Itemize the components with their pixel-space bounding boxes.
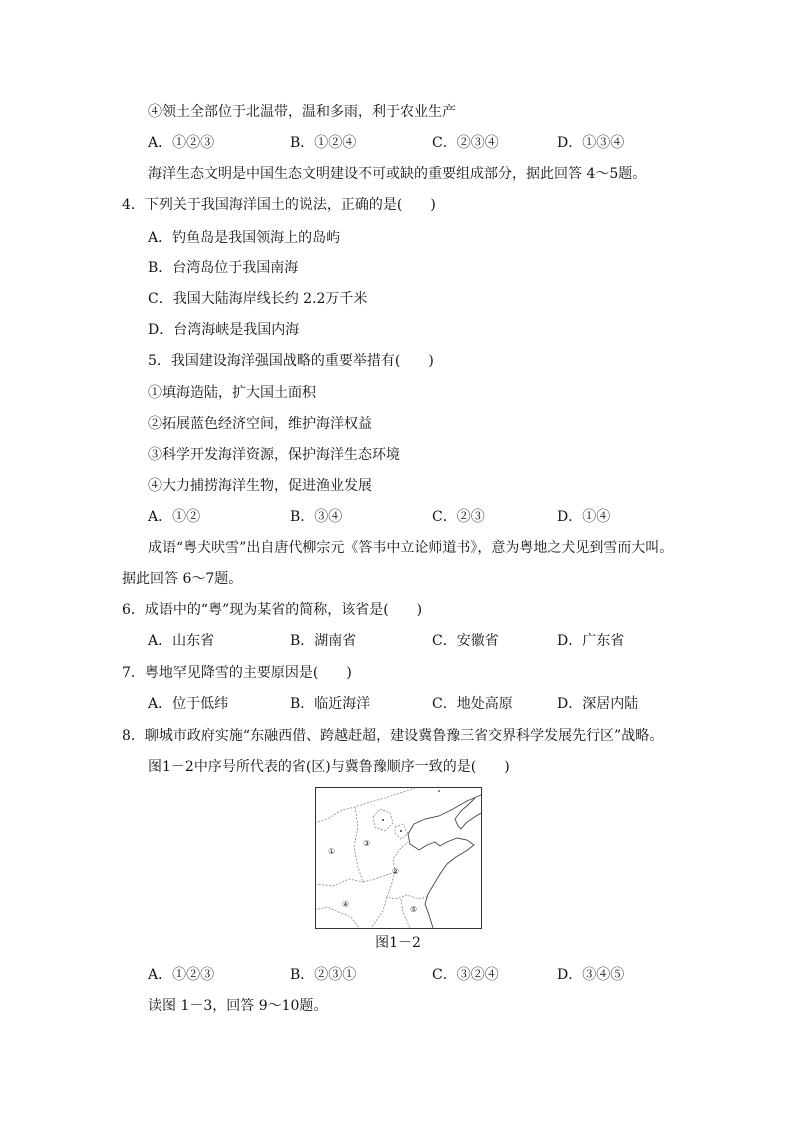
q5-stem: 5．我国建设海洋强国战略的重要举措有( ) (148, 353, 434, 369)
city-dot (382, 819, 384, 821)
q5-statement-1: ①填海造陆，扩大国土面积 (148, 385, 316, 401)
q8-option-b: B．②③① (290, 967, 357, 983)
q3-option-c: C．②③④ (432, 135, 499, 151)
q3-option-a: A．①②③ (148, 135, 215, 151)
province-map (315, 787, 482, 929)
q7-stem: 7．粤地罕见降雪的主要原因是( ) (122, 665, 352, 681)
q8-stem-line1: 8．聊城市政府实施“东融西借、跨越赶超，建设冀鲁豫三省交界科学发展先行区”战略。 (122, 728, 664, 744)
q5-option-c: C．②③ (432, 509, 485, 525)
city-dot (438, 790, 440, 792)
q7-option-b: B．临近海洋 (290, 696, 371, 712)
map-label-4: ④ (342, 900, 350, 909)
q5-statement-2: ②拓展蓝色经济空间，维护海洋权益 (148, 416, 372, 432)
q3-option-b: B．①②④ (290, 135, 357, 151)
q7-option-a: A．位于低纬 (148, 696, 229, 712)
city-dot (400, 830, 402, 832)
q4-option-b: B．台湾岛位于我国南海 (148, 260, 299, 276)
province-map-figure (315, 787, 482, 929)
figure-caption: 图1－2 (375, 935, 421, 951)
q3-statement-4: ④领土全部位于北温带，温和多雨，利于农业生产 (148, 104, 456, 120)
q8-option-a: A．①②③ (148, 967, 215, 983)
q5-statement-3: ③科学开发海洋资源，保护海洋生态环境 (148, 447, 400, 463)
q8-option-c: C．③②④ (432, 967, 499, 983)
q8-stem-line2: 图1－2中序号所代表的省(区)与冀鲁豫顺序一致的是( ) (148, 759, 510, 775)
q6-stem: 6．成语中的“粤”现为某省的简称，该省是( ) (122, 602, 423, 618)
map-label-2: ② (392, 867, 400, 876)
map-label-5: ⑤ (410, 905, 418, 914)
q8-option-d: D．③④⑤ (557, 967, 625, 983)
q4-option-a: A．钓鱼岛是我国领海上的岛屿 (148, 230, 341, 246)
q5-statement-4: ④大力捕捞海洋生物，促进渔业发展 (148, 478, 372, 494)
map-label-3: ③ (363, 839, 371, 848)
q6-option-c: C．安徽省 (432, 633, 499, 649)
q4-option-c: C．我国大陆海岸线长约 2.2万千米 (148, 291, 368, 307)
intro-6-7-line2: 据此回答 6～7题。 (122, 571, 243, 587)
q4-stem: 4．下列关于我国海洋国土的说法，正确的是( ) (122, 197, 436, 213)
q4-option-d: D．台湾海峡是我国内海 (148, 322, 300, 338)
intro-4-5: 海洋生态文明是中国生态文明建设不可或缺的重要组成部分，据此回答 4～5题。 (148, 166, 647, 182)
q3-option-d: D．①③④ (557, 135, 625, 151)
map-frame (316, 788, 482, 929)
q6-option-b: B．湖南省 (290, 633, 357, 649)
q6-option-d: D．广东省 (557, 633, 625, 649)
q7-option-d: D．深居内陆 (557, 696, 639, 712)
intro-9-10: 读图 1－3，回答 9～10题。 (148, 998, 328, 1014)
q5-option-b: B．③④ (290, 509, 343, 525)
q6-option-a: A．山东省 (148, 633, 215, 649)
q5-option-a: A．①② (148, 509, 201, 525)
q7-option-c: C．地处高原 (432, 696, 513, 712)
q5-option-d: D．①④ (557, 509, 611, 525)
intro-6-7-line1: 成语“粤犬吠雪”出自唐代柳宗元《答韦中立论师道书》，意为粤地之犬见到雪而大叫。 (148, 540, 674, 556)
map-label-1: ① (328, 847, 336, 856)
